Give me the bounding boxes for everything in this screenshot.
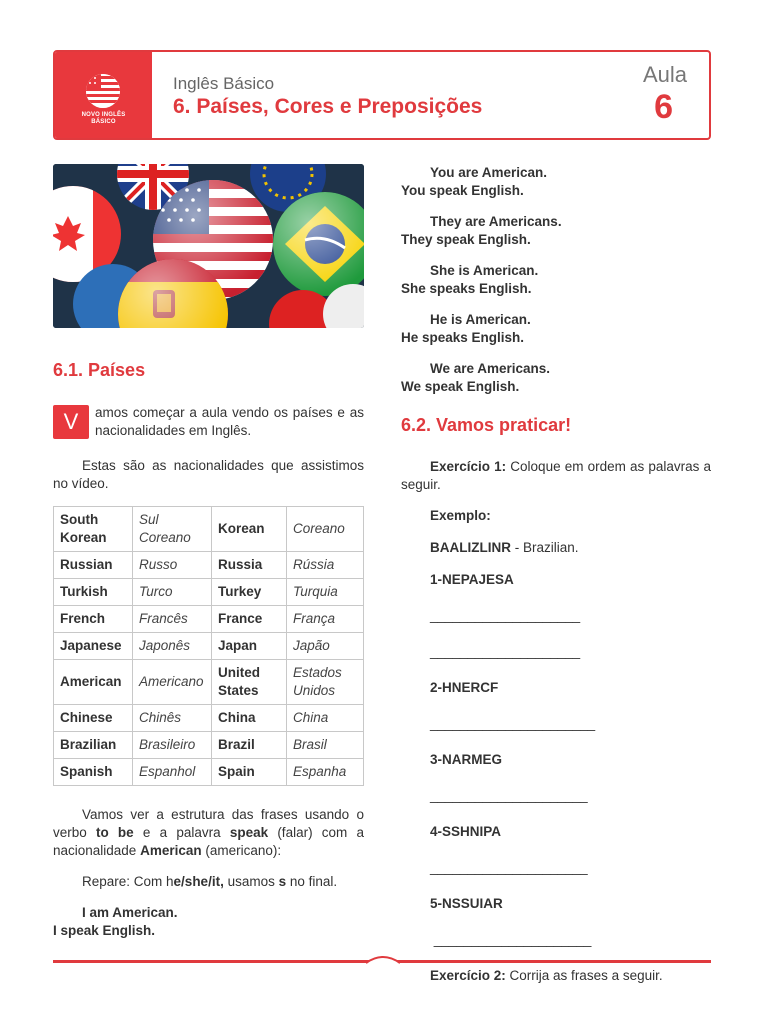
english-cell: Turkey: [212, 579, 287, 606]
sentence-speak: We speak English.: [401, 379, 520, 394]
footer-ornament: [366, 955, 400, 965]
answer-blank[interactable]: ____________________: [430, 644, 581, 659]
answer-blank[interactable]: _____________________: [430, 932, 592, 947]
example-pair: [401, 311, 711, 347]
example-pairs: [401, 164, 711, 396]
portuguese-cell: China: [287, 705, 364, 732]
portuguese-cell: Rússia: [287, 552, 364, 579]
english-cell: France: [212, 606, 287, 633]
section-title-praticar: 6.2. Vamos praticar!: [401, 415, 572, 435]
lesson-title: 6. Países, Cores e Preposições: [173, 95, 483, 118]
example-pair: [401, 213, 711, 249]
left-column: [53, 360, 364, 953]
us-flag-globe-icon: [86, 74, 120, 108]
aula-number: 6: [654, 88, 673, 126]
sentence-to-be: We are Americans.: [430, 361, 551, 376]
sentence-speak: She speaks English.: [401, 281, 532, 296]
table-row: [54, 633, 364, 660]
portuguese-cell: Francês: [133, 606, 212, 633]
portuguese-cell: França: [287, 606, 364, 633]
example-pair: I am American. I speak English.: [53, 905, 178, 938]
nationalities-table: [53, 506, 364, 786]
paragraph-nationalities: Estas são as nacionalidades que assistimos no vídeo.: [53, 458, 364, 491]
portuguese-cell: Brasileiro: [133, 732, 212, 759]
course-name: Inglês Básico: [173, 74, 275, 93]
logo: [55, 52, 152, 138]
answer-blank[interactable]: ____________________: [430, 608, 581, 623]
logo-line1: NOVO INGLÊS: [81, 112, 126, 118]
english-cell: Korean: [212, 507, 287, 552]
portuguese-cell: Espanha: [287, 759, 364, 786]
scrambled-word: 2-HNERCF: [430, 680, 499, 695]
portuguese-cell: Japonês: [133, 633, 212, 660]
english-cell: Brazilian: [54, 732, 133, 759]
intro-text: amos começar a aula vendo os países e as nacionalidades em Inglês.: [95, 405, 364, 438]
scrambled-word: 5-NSSUIAR: [430, 896, 503, 911]
exercise2-instruction: Exercício 2: Corrija as frases a seguir.: [430, 968, 663, 983]
english-cell: Japanese: [54, 633, 133, 660]
english-cell: South Korean: [54, 507, 133, 552]
portuguese-cell: Espanhol: [133, 759, 212, 786]
portuguese-cell: Turquia: [287, 579, 364, 606]
sentence-to-be: She is American.: [430, 263, 539, 278]
table-row: [54, 732, 364, 759]
example-pair: [401, 262, 711, 298]
example-label: Exemplo:: [430, 508, 491, 523]
portuguese-cell: Coreano: [287, 507, 364, 552]
portuguese-cell: Sul Coreano: [133, 507, 212, 552]
sentence-speak: They speak English.: [401, 232, 531, 247]
right-column: [401, 164, 711, 985]
portuguese-cell: Brasil: [287, 732, 364, 759]
english-cell: Turkish: [54, 579, 133, 606]
exercise1-items: [401, 571, 711, 949]
english-cell: Russian: [54, 552, 133, 579]
section-title-paises: 6.1. Países: [53, 360, 146, 380]
scrambled-word: 1-NEPAJESA: [430, 572, 514, 587]
table-row: [54, 660, 364, 705]
table-row: [54, 579, 364, 606]
exercise1-instruction: Exercício 1: Coloque em ordem as palavras a seguir.: [401, 459, 712, 492]
example-pair: [401, 164, 711, 200]
answer-blank[interactable]: ______________________: [430, 716, 596, 731]
sentence-speak: You speak English.: [401, 183, 524, 198]
portuguese-cell: Turco: [133, 579, 212, 606]
english-cell: United States: [212, 660, 287, 705]
english-cell: Chinese: [54, 705, 133, 732]
example-pair: [401, 360, 711, 396]
portuguese-cell: Estados Unidos: [287, 660, 364, 705]
intro-paragraph: [53, 403, 364, 441]
table-row: [54, 507, 364, 552]
answer-blank[interactable]: _____________________: [430, 788, 588, 803]
sentence-to-be: They are Americans.: [430, 214, 562, 229]
lesson-header: [53, 50, 711, 140]
sentence-speak: He speaks English.: [401, 330, 525, 345]
table-row: [54, 606, 364, 633]
scrambled-word: 4-SSHNIPA: [430, 824, 502, 839]
portuguese-cell: Chinês: [133, 705, 212, 732]
english-cell: Spanish: [54, 759, 133, 786]
answer-blank[interactable]: _____________________: [430, 860, 588, 875]
english-cell: Brazil: [212, 732, 287, 759]
english-cell: Japan: [212, 633, 287, 660]
flag-buttons-photo: [53, 164, 364, 328]
english-cell: French: [54, 606, 133, 633]
aula-label: Aula: [642, 62, 687, 87]
portuguese-cell: Japão: [287, 633, 364, 660]
dropcap: V: [53, 405, 89, 439]
english-cell: American: [54, 660, 133, 705]
sentence-to-be: He is American.: [430, 312, 531, 327]
scrambled-word: 3-NARMEG: [430, 752, 503, 767]
table-row: [54, 705, 364, 732]
table-row: [54, 552, 364, 579]
english-cell: Spain: [212, 759, 287, 786]
table-row: [54, 759, 364, 786]
english-cell: Russia: [212, 552, 287, 579]
note-paragraph: Repare: Com he/she/it, usamos s no final.: [82, 874, 338, 889]
sentence-to-be: You are American.: [430, 165, 548, 180]
example-answer: BAALIZLINR - Brazilian.: [430, 540, 579, 555]
english-cell: China: [212, 705, 287, 732]
portuguese-cell: Russo: [133, 552, 212, 579]
portuguese-cell: Americano: [133, 660, 212, 705]
paragraph-structure: Vamos ver a estrutura das frases usando o verbo to be e a palavra speak (falar) com a nacionalidade American (americano):: [53, 807, 364, 858]
logo-line2: BÁSICO: [91, 119, 116, 125]
